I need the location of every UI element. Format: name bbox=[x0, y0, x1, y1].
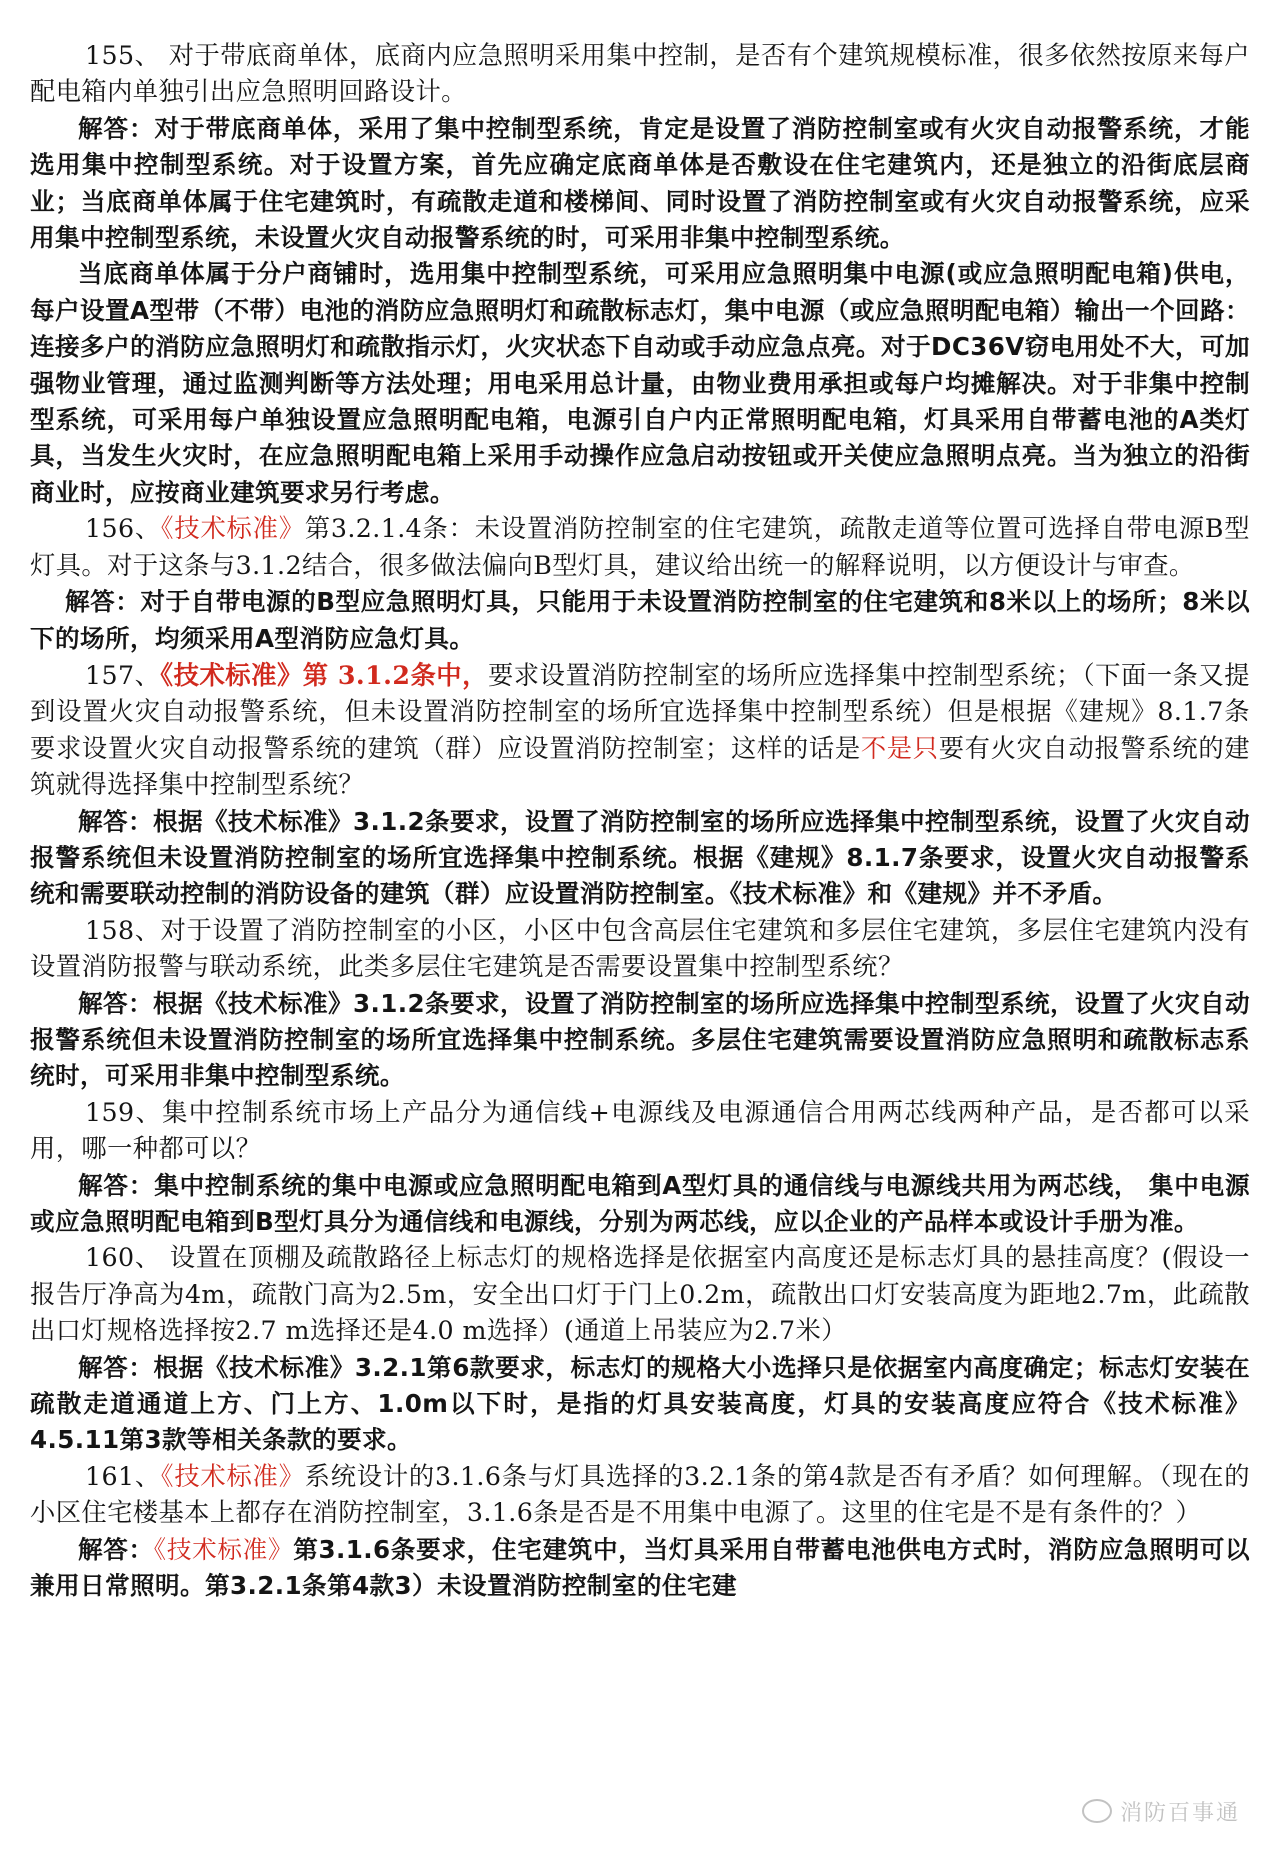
answer-161 bbox=[30, 1532, 1250, 1605]
question-155-text: 155、 对于带底商单体，底商内应急照明采用集中控制，是否有个建筑规模标准，很多依然按原来每户配电箱内单独引出应急照明回路设计。 bbox=[30, 41, 1250, 107]
watermark bbox=[1082, 1796, 1240, 1827]
question-161 bbox=[30, 1459, 1250, 1532]
answer-157-text: 解答：根据《技术标准》3.1.2条要求，设置了消防控制室的场所应选择集中控制型系统，设置了火灾自动报警系统但未设置消防控制室的场所宜选择集中控制系统。根据《建规》8.1.7条要求，设置火灾自动报警系统和需要联动控制的消防设备的建筑（群）应设置消防控制室。《技术标准》和《建规》并不矛盾。 bbox=[30, 806, 1250, 909]
answer-156-text: 解答：对于自带电源的B型应急照明灯具，只能用于未设置消防控制室的住宅建筑和8米以上的场所；8米以下的场所，均须采用A型消防应急灯具。 bbox=[30, 587, 1250, 653]
question-161-text: 系统设计的3.1.6条与灯具选择的3.2.1条的第4款是否有矛盾？如何理解。（现在的小区住宅楼基本上都存在消防控制室，3.1.6条是否是不用集中电源了。这里的住宅是不是有条件的？） bbox=[30, 1461, 1250, 1528]
watermark-text: 消防百事通 bbox=[1119, 1801, 1240, 1826]
wechat-icon bbox=[1082, 1799, 1112, 1823]
answer-159 bbox=[30, 1168, 1250, 1241]
answer-155-text-1: 解答：对于带底商单体，采用了集中控制型系统，肯定是设置了消防控制室或有火灾自动报警系统，才能选用集中控制型系统。对于设置方案，首先应确定底商单体是否敷设在住宅建筑内，还是独立的沿街底层商业；当底商单体属于住宅建筑时，有疏散走道和楼梯间、同时设置了消防控制室或有火灾自动报警系统，应采用集中控制型系统，未设置火灾自动报警系统的时，可采用非集中控制型系统。 bbox=[30, 113, 1250, 253]
question-157-text-2: 要有火灾自动报警系统的建筑就得选择集中控制型系统？ bbox=[30, 733, 1250, 800]
question-160-text: 160、 设置在顶棚及疏散路径上标志灯的规格选择是依据室内高度还是标志灯具的悬挂高度？(假设一报告厅净高为4m，疏散门高为2.5m，安全出口灯于门上0.2m，疏散出口灯安装高度为距地2.7m，此疏散出口灯规格选择按2.7 m选择还是4.0 m选择）(通道上吊装应为2.7米） bbox=[30, 1243, 1250, 1346]
question-157-ref: 《技术标准》第 3.1.2条中， bbox=[160, 659, 488, 690]
answer-161-ref: 《技术标准》 bbox=[153, 1534, 294, 1564]
answer-155-part1 bbox=[30, 111, 1250, 257]
question-161-ref: 《技术标准》 bbox=[160, 1461, 305, 1491]
question-158-text: 158、对于设置了消防控制室的小区，小区中包含高层住宅建筑和多层住宅建筑，多层住宅建筑内没有设置消防报警与联动系统，此类多层住宅建筑是否需要设置集中控制型系统？ bbox=[30, 915, 1250, 982]
answer-159-text: 解答：集中控制系统的集中电源或应急照明配电箱到A型灯具的通信线与电源线共用为两芯线， 集中电源或应急照明配电箱到B型灯具分为通信线和电源线，分别为两芯线，应以企业的产品样本或设计手册为准。 bbox=[30, 1170, 1250, 1236]
answer-158 bbox=[30, 986, 1250, 1095]
answer-161-text: 第3.1.6条要求，住宅建筑中，当灯具采用自带蓄电池供电方式时，消防应急照明可以兼用日常照明。第3.2.1条第4款3）未设置消防控制室的住宅建 bbox=[30, 1534, 1250, 1601]
question-156 bbox=[30, 511, 1250, 584]
question-157-number: 157、 bbox=[85, 660, 161, 690]
answer-157 bbox=[30, 804, 1250, 913]
question-161-number: 161、 bbox=[85, 1461, 161, 1491]
question-159 bbox=[30, 1095, 1250, 1168]
answer-160-text: 解答：根据《技术标准》3.2.1第6款要求，标志灯的规格大小选择只是依据室内高度确定；标志灯安装在疏散走道通道上方、门上方、1.0m以下时，是指的灯具安装高度，灯具的安装高度应符合《技术标准》4.5.11第3款等相关条款的要求。 bbox=[30, 1352, 1250, 1455]
answer-161-lead: 解答： bbox=[78, 1534, 154, 1564]
question-156-number: 156、 bbox=[85, 514, 161, 544]
answer-158-text: 解答：根据《技术标准》3.1.2条要求，设置了消防控制室的场所应选择集中控制型系统，设置了火灾自动报警系统但未设置消防控制室的场所宜选择集中控制系统。多层住宅建筑需要设置消防应急照明和疏散标志系统时，可采用非集中控制型系统。 bbox=[30, 988, 1250, 1091]
answer-160 bbox=[30, 1350, 1250, 1459]
answer-156 bbox=[30, 584, 1250, 657]
question-157-highlight: 不是只 bbox=[860, 733, 939, 763]
answer-155-part2 bbox=[30, 256, 1250, 511]
question-159-text: 159、集中控制系统市场上产品分为通信线+电源线及电源通信合用两芯线两种产品，是否都可以采用，哪一种都可以？ bbox=[30, 1097, 1250, 1164]
question-160 bbox=[30, 1240, 1250, 1349]
answer-155-text-2: 当底商单体属于分户商铺时，选用集中控制型系统，可采用应急照明集中电源(或应急照明配电箱)供电，每户设置A型带（不带）电池的消防应急照明灯和疏散标志灯，集中电源（或应急照明配电箱）输出一个回路：连接多户的消防应急照明灯和疏散指示灯，火灾状态下自动或手动应急点亮。对于DC36V窃电用处不大，可加强物业管理，通过监测判断等方法处理；用电采用总计量，由物业费用承担或每户均摊解决。对于非集中控制型系统，可采用每户单独设置应急照明配电箱，电源引自户内正常照明配电箱，灯具采用自带蓄电池的A类灯具，当发生火灾时，在应急照明配电箱上采用手动操作应急启动按钮或开关使应急照明点亮。当为独立的沿街商业时，应按商业建筑要求另行考虑。 bbox=[30, 259, 1250, 507]
question-157-text-1: 要求设置消防控制室的场所应选择集中控制型系统；（下面一条又提到设置火灾自动报警系统，但未设置消防控制室的场所宜选择集中控制型系统）但是根据《建规》8.1.7条要求设置火灾自动报警系统的建筑（群）应设置消防控制室；这样的话是 bbox=[30, 660, 1250, 763]
question-156-ref: 《技术标准》 bbox=[160, 514, 305, 544]
question-156-text: 第3.2.1.4条：未设置消防控制室的住宅建筑，疏散走道等位置可选择自带电源B型灯具。对于这条与3.1.2结合，很多做法偏向B型灯具，建议给出统一的解释说明，以方便设计与审查。 bbox=[30, 514, 1250, 580]
question-157 bbox=[30, 657, 1250, 804]
question-158 bbox=[30, 913, 1250, 986]
question-155 bbox=[30, 38, 1250, 111]
